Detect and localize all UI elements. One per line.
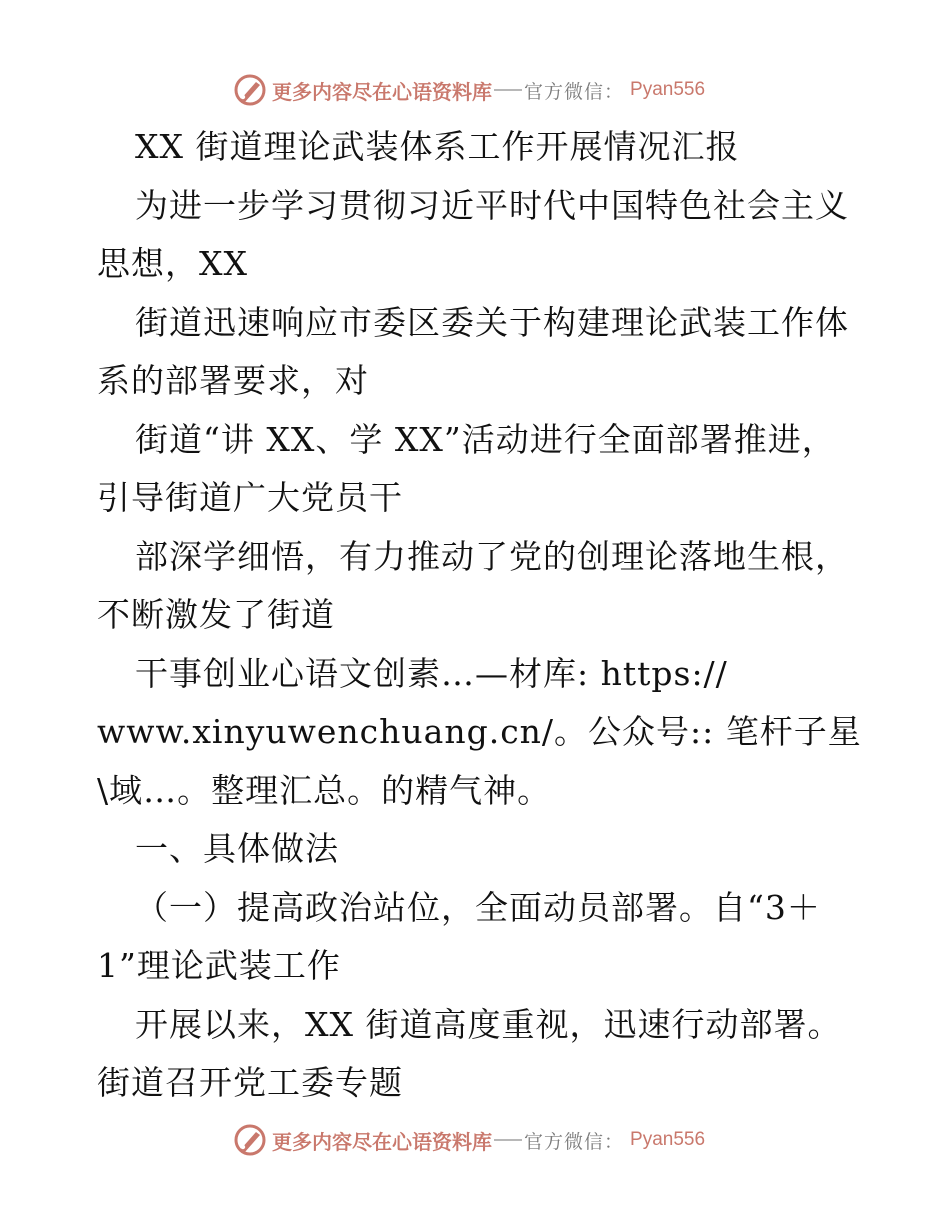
document-title: XX 街道理论武装体系工作开展情况汇报 (135, 127, 740, 166)
banner-wechat-label: 官方微信： (524, 1130, 625, 1153)
document-body (97, 118, 877, 1113)
text-line: 街道迅速响应市委区委关于构建理论武装工作体 (135, 302, 849, 342)
banner-main-text: 更多内容尽在心语资料库 (272, 1129, 492, 1154)
pen-logo-icon (232, 1122, 268, 1158)
text-line: 系的部署要求，对 (97, 361, 369, 400)
banner-wechat-id: Pyan556 (630, 79, 706, 100)
text-line: 街道召开党工委专题 (97, 1063, 403, 1102)
text-line: \域…。整理汇总。的精气神。 (97, 770, 552, 810)
text-line: 1”理论武装工作 (97, 946, 341, 985)
text-line: 思想，XX (97, 244, 248, 283)
banner-divider (494, 1139, 522, 1141)
banner-wechat-label: 官方微信： (524, 80, 625, 103)
section-heading: 一、具体做法 (135, 829, 339, 868)
header-banner (232, 70, 705, 110)
banner-divider (494, 89, 522, 91)
text-line: 不断激发了街道 (97, 595, 335, 634)
text-line: 干事创业心语文创素…—材库: https:// (135, 653, 728, 693)
text-line: 引导街道广大党员干 (97, 478, 403, 517)
text-line: 部深学细悟，有力推动了党的创理论落地生根， (135, 536, 849, 576)
text-line: 开展以来，XX 街道高度重视，迅速行动部署。 (135, 1004, 842, 1044)
text-line: 街道“讲 XX、学 XX”活动进行全面部署推进， (135, 419, 836, 459)
banner-main-text: 更多内容尽在心语资料库 (272, 79, 492, 104)
banner-wechat-id: Pyan556 (630, 1129, 706, 1150)
text-line: www.xinyuwenchuang.cn/。公众号:: 笔杆子星 (97, 712, 862, 751)
subsection-heading: （一）提高政治站位，全面动员部署。自“3＋ (135, 887, 821, 927)
footer-banner (232, 1120, 705, 1160)
pen-logo-icon (232, 72, 268, 108)
text-line: 为进一步学习贯彻习近平时代中国特色社会主义 (135, 185, 849, 225)
